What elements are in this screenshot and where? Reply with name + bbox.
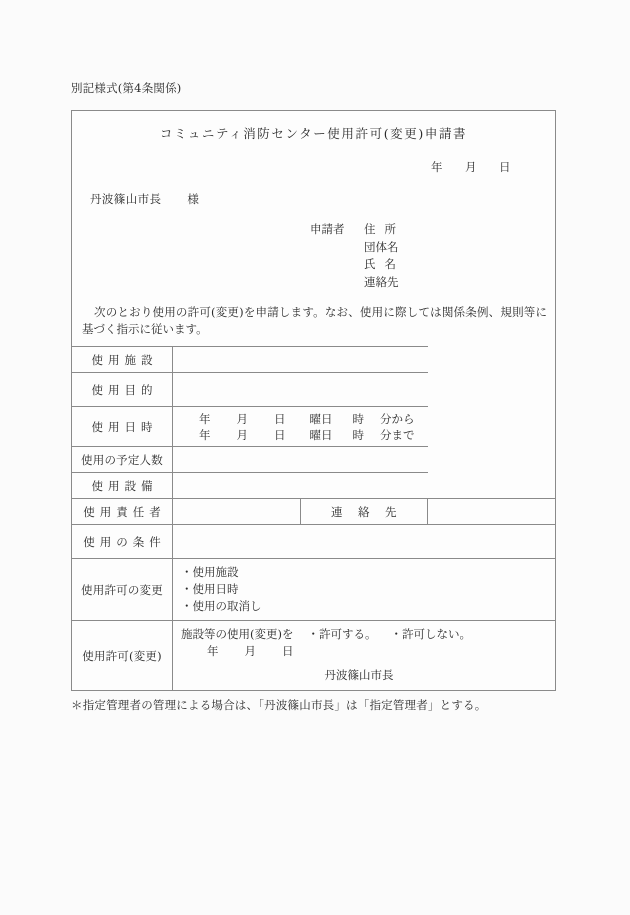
table-row-datetime: [72, 407, 555, 447]
row-value-permit-change: [173, 559, 556, 621]
row-value-equipment[interactable]: [173, 473, 428, 499]
applicant-name-label: 氏: [364, 257, 376, 271]
row-value-conditions[interactable]: [173, 525, 556, 559]
application-details-table: [72, 346, 555, 690]
permit-option-allow[interactable]: ・許可する。: [307, 627, 377, 641]
application-form-box: [71, 110, 556, 691]
table-row-conditions: [72, 525, 555, 559]
row-value-purpose[interactable]: [173, 373, 428, 407]
datetime-from-month: 月: [236, 411, 248, 426]
table-row-expected-attendance: [72, 447, 555, 473]
row-label-datetime: [72, 407, 173, 447]
permit-change-options: [173, 559, 555, 620]
row-label-equipment: [72, 473, 173, 499]
row-value-responsible-person[interactable]: [173, 499, 301, 525]
row-label-permit-change-text: 使用許可の変更: [81, 582, 163, 597]
permit-decision-date: [181, 643, 555, 660]
table-row-permit-change: [72, 559, 555, 621]
submission-date-line: [431, 159, 511, 175]
addressee-honorific: 様: [187, 192, 200, 206]
applicant-row-contact: [310, 274, 399, 292]
addressee-line: [90, 191, 199, 207]
row-label-expected-attendance: [72, 447, 173, 473]
table-row-equipment: [72, 473, 555, 499]
row-value-facility[interactable]: [173, 347, 428, 373]
applicant-row-organization: [310, 239, 399, 257]
permit-date-month: 月: [244, 644, 256, 658]
applicant-address-label: 住: [364, 222, 376, 236]
row-label-facility: [72, 347, 173, 373]
datetime-line-from: [173, 411, 428, 427]
datetime-from-hour: 時: [352, 411, 364, 426]
row-label-responsible-person: [72, 499, 173, 525]
datetime-from-day: 日: [274, 411, 286, 426]
table-row-permit-decision: [72, 621, 555, 691]
applicant-row-name: [310, 256, 399, 274]
datetime-from-weekday: 曜日: [309, 411, 333, 426]
row-label-purpose: [72, 373, 173, 407]
row-label-permit-decision-text: 使用許可(変更): [82, 648, 162, 663]
datetime-line-to: [173, 427, 428, 443]
document-title: コミュニティ消防センター使用許可(変更)申請書: [159, 126, 468, 141]
datetime-to-year: 年: [199, 427, 211, 442]
permit-change-option-datetime[interactable]: ・使用日時: [181, 582, 239, 596]
permit-signer: 丹波篠山市長: [324, 668, 394, 682]
intro-paragraph: 次のとおり使用の許可(変更)を申請します。なお、使用に際しては関係条例、規則等に基づく指示に従います。: [82, 305, 547, 336]
permit-option-deny[interactable]: ・許可しない。: [390, 627, 471, 641]
permit-date-day: 日: [282, 644, 294, 658]
row-label-permit-decision: [72, 621, 173, 691]
submission-month-label: 月: [465, 160, 477, 174]
row-value-contact[interactable]: [428, 499, 556, 525]
addressee-name: 丹波篠山市長: [90, 192, 162, 206]
row-label-expected-attendance-text: 使用の予定人数: [81, 452, 163, 467]
permit-decision-line1: [181, 626, 555, 643]
footnote: ＊指定管理者の管理による場合は、「丹波篠山市長」は「指定管理者」とする。: [71, 698, 487, 712]
permit-date-year: 年: [207, 644, 219, 658]
sub-label-contact: 連 絡 先: [300, 499, 428, 525]
datetime-to-month: 月: [236, 427, 248, 442]
form-header-area: [72, 111, 555, 346]
applicant-name-label-2: 名: [384, 257, 396, 271]
row-label-facility-text: 使用施設: [91, 352, 158, 367]
row-label-responsible-person-text: 使用責任者: [83, 504, 166, 519]
permit-change-option-facility[interactable]: ・使用施設: [181, 565, 239, 579]
datetime-to-minute: 分まで: [380, 427, 415, 442]
datetime-from-minute: 分から: [380, 411, 415, 426]
table-row-responsible-person: [72, 499, 555, 525]
datetime-from-year: 年: [199, 411, 211, 426]
row-label-datetime-text: 使用日時: [91, 419, 158, 434]
row-label-conditions-text: 使用の条件: [83, 534, 166, 549]
submission-day-label: 日: [499, 160, 511, 174]
row-label-purpose-text: 使用目的: [91, 382, 158, 397]
row-value-expected-attendance[interactable]: [173, 447, 428, 473]
row-label-permit-change: [72, 559, 173, 621]
applicant-organization-label: 団体名: [364, 239, 399, 254]
datetime-to-hour: 時: [352, 427, 364, 442]
applicant-row-address: [310, 221, 399, 239]
row-value-datetime[interactable]: [173, 407, 428, 447]
permit-change-option-cancel[interactable]: ・使用の取消し: [181, 599, 262, 613]
applicant-contact-label: 連絡先: [364, 274, 399, 289]
form-number: 別記様式(第4条関係): [71, 81, 182, 95]
row-value-permit-decision: [173, 621, 556, 691]
datetime-to-day: 日: [274, 427, 286, 442]
permit-decision-body: [173, 621, 555, 690]
table-row-facility: [72, 347, 555, 373]
submission-year-label: 年: [431, 160, 443, 174]
table-row-purpose: [72, 373, 555, 407]
datetime-to-weekday: 曜日: [309, 427, 333, 442]
permit-decision-lead: 施設等の使用(変更)を: [181, 627, 294, 641]
applicant-heading: 申請者: [310, 222, 345, 236]
applicant-block: [310, 221, 399, 291]
row-label-equipment-text: 使用設備: [91, 478, 158, 493]
row-label-conditions: [72, 525, 173, 559]
applicant-address-label-2: 所: [384, 222, 396, 236]
